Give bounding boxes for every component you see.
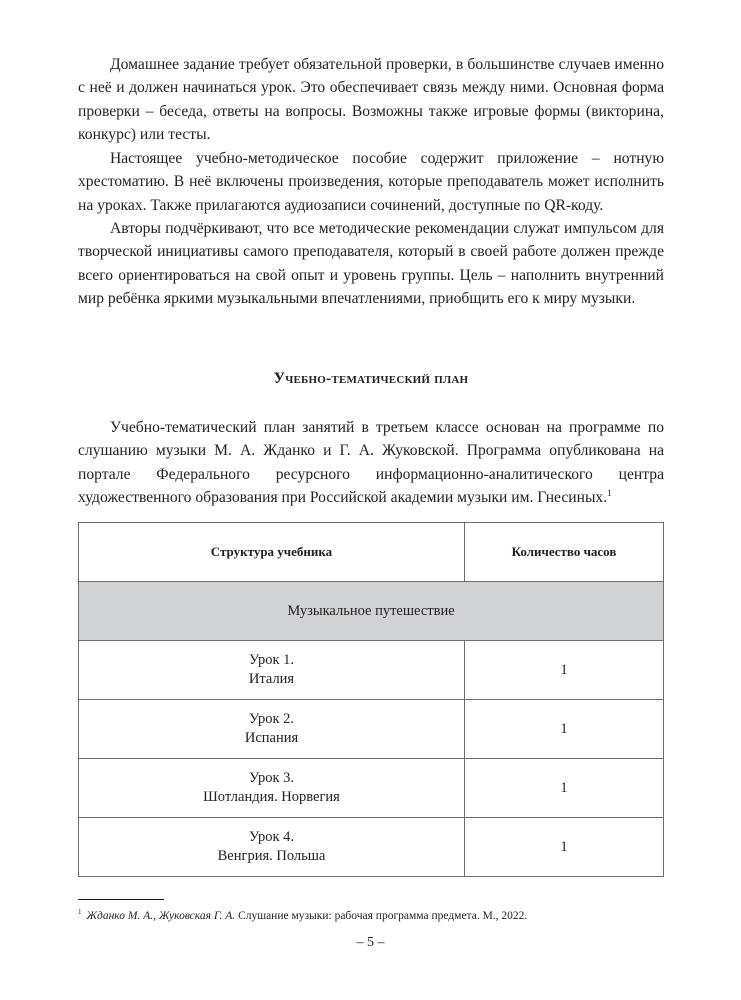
lesson-cell	[79, 700, 465, 759]
table-section-row	[79, 582, 664, 641]
lesson-name: Венгрия. Польша	[217, 848, 326, 864]
intro-paragraph-text: Учебно-тематический план занятий в третьем классе основан на программе по слушанию музыки М. А. Жданко и Г. А. Жуковской. Программа опубликована на портале Федерального ресурсного информационно-аналитического центра художественного образования при Российской академии музыки им. Гнесиных.	[78, 419, 664, 507]
hours-cell: 1	[465, 818, 664, 877]
lesson-number: Урок 1.	[248, 652, 295, 668]
lesson-name: Италия	[248, 671, 295, 687]
page-number: – 5 –	[356, 935, 385, 950]
lesson-name: Шотландия. Норвегия	[203, 789, 340, 805]
lesson-name: Испания	[244, 730, 299, 746]
hours-cell: 1	[465, 759, 664, 818]
body-paragraph: Настоящее учебно-методическое пособие содержит приложение – нотную хрестоматию. В неё включены произведения, которые преподаватель может исполнить на уроках. Также прилагаются аудиозаписи сочинений, доступные по QR-коду.	[78, 150, 664, 214]
intro-paragraph	[78, 416, 664, 510]
lesson-number: Урок 3.	[248, 770, 295, 786]
footnote-text: Слушание музыки: рабочая программа предмета. М., 2022.	[235, 909, 528, 922]
footnote	[78, 905, 664, 924]
table-row	[79, 759, 664, 818]
section-heading: Учебно-тематический план	[273, 370, 469, 387]
table-header-row	[79, 523, 664, 582]
table-row	[79, 700, 664, 759]
lesson-cell	[79, 641, 465, 700]
lesson-cell	[79, 759, 465, 818]
curriculum-table	[78, 522, 664, 877]
footnote-reference[interactable]: 1	[607, 488, 612, 499]
table-row	[79, 641, 664, 700]
body-paragraph: Домашнее задание требует обязательной проверки, в большинстве случаев именно с неё и должен начинаться урок. Это обеспечивает связь между ними. Основная форма проверки – беседа, ответы на вопросы. Возможны также игровые формы (викторина, конкурс) или тесты.	[78, 56, 664, 144]
column-header-hours: Количество часов	[465, 523, 664, 582]
table-row	[79, 818, 664, 877]
footnote-authors: Жданко М. А., Жуковская Г. А.	[86, 909, 236, 922]
lesson-cell	[79, 818, 465, 877]
lesson-number: Урок 2.	[248, 711, 295, 727]
hours-cell: 1	[465, 641, 664, 700]
lesson-number: Урок 4.	[248, 829, 295, 845]
body-paragraph: Авторы подчёркивают, что все методические рекомендации служат импульсом для творческой инициативы самого преподавателя, который в своей работе должен прежде всего ориентироваться на свой опыт и уровень группы. Цель – наполнить внутренний мир ребёнка яркими музыкальными впечатлениями, приобщить его к миру музыки.	[78, 220, 664, 308]
hours-cell: 1	[465, 700, 664, 759]
footnote-divider	[78, 899, 164, 900]
column-header-structure: Структура учебника	[79, 523, 465, 582]
footnote-mark: 1	[78, 908, 82, 916]
section-title: Музыкальное путешествие	[79, 582, 664, 641]
